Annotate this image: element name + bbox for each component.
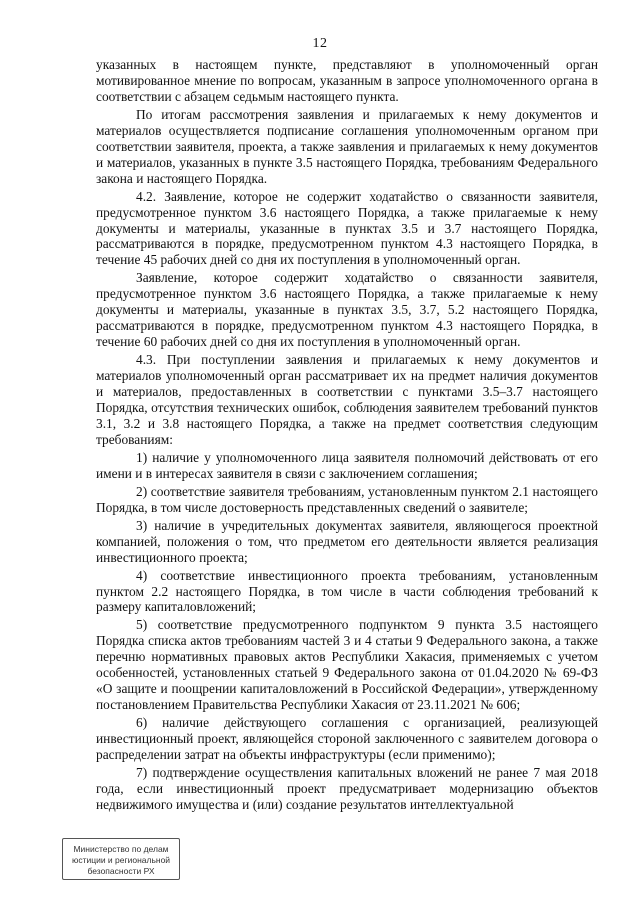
list-item-6: 6) наличие действующего соглашения с организацией, реализующей инвестиционный проект, являющейся стороной заключенного с заявителем договора о распределении затрат на объекты инфраструктуры (если применимо);: [96, 715, 598, 763]
page-number: 12: [312, 36, 328, 51]
paragraph-4-2: 4.2. Заявление, которое не содержит ходатайство о связанности заявителя, предусмотренное пунктом 3.6 настоящего Порядка, а также прилагаемые к нему документы и материалы, указанные в пунктах 3.5 и 3.7 настоящего Порядка, рассматриваются в порядке, предусмотренном пунктом 4.3 настоящего Порядка, в течение 45 рабочих дней со дня их поступления в уполномоченный орган.: [96, 188, 598, 268]
registration-stamp: [62, 838, 180, 880]
paragraph-4-2-related: Заявление, которое содержит ходатайство о связанности заявителя, предусмотренное пунктом 3.6 настоящего Порядка, а также прилагаемые к нему документы и материалы, указанные в пунктах 3.5, 3.7, 5.2 настоящего Порядка, рассматриваются в порядке, предусмотренном пунктом 4.3 настоящего Порядка, в течение 60 рабочих дней со дня их поступления в уполномоченный орган.: [96, 270, 598, 350]
paragraph-4-3: 4.3. При поступлении заявления и прилагаемых к нему документов и материалов уполномоченный орган рассматривает их на предмет наличия документов и материалов, предоставленных в соответствии с пунктами 3.5–3.7 настоящего Порядка, отсутствия технических ошибок, соблюдения заявителем требований пунктов 3.1, 3.2 и 3.8 настоящего Порядка, а также на предмет соответствия следующим требованиям:: [96, 352, 598, 447]
list-item-7: 7) подтверждение осуществления капитальных вложений не ранее 7 мая 2018 года, если инвестиционный проект предусматривает модернизацию объектов недвижимого имущества и (или) создание результатов интеллектуальной: [96, 764, 598, 812]
paragraph-continuation: указанных в настоящем пункте, представляют в уполномоченный орган мотивированное мнение по вопросам, указанным в запросе уполномоченного органа в соответствии с абзацем седьмым настоящего пункта.: [96, 57, 598, 104]
paragraph-signing: По итогам рассмотрения заявления и прилагаемых к нему документов и материалов осуществляется подписание соглашения уполномоченным органом при соответствии заявителя, проекта, а также заявления и прилагаемых к нему документов и материалов, указанных в пункте 3.5 настоящего Порядка, требованиям Федерального закона и настоящего Порядка.: [96, 106, 598, 186]
stamp-line-3: безопасности РХ: [87, 866, 155, 876]
list-item-2: 2) соответствие заявителя требованиям, установленным пунктом 2.1 настоящего Порядка, в том числе достоверность представленных сведений о заявителе;: [96, 483, 598, 515]
list-item-3: 3) наличие в учредительных документах заявителя, являющегося проектной компанией, положения о том, что предметом его деятельности является реализация инвестиционного проекта;: [96, 517, 598, 565]
list-item-4: 4) соответствие инвестиционного проекта требованиям, установленным пунктом 2.2 настоящего Порядка, в том числе в части соблюдения требований к размеру капиталовложений;: [96, 567, 598, 615]
list-item-5: 5) соответствие предусмотренного подпунктом 9 пункта 3.5 настоящего Порядка списка актов требованиям частей 3 и 4 статьи 9 Федерального закона, а также перечню нормативных правовых актов Республики Хакасия, применяемых с учетом особенностей, установленных статьей 9 Федерального закона от 01.04.2020 № 69-ФЗ «О защите и поощрении капиталовложений в Российской Федерации», утвержденному постановлением Правительства Республики Хакасия от 23.11.2021 № 606;: [96, 617, 598, 713]
stamp-line-2: юстиции и региональной: [71, 855, 171, 865]
document-body: [96, 57, 598, 815]
list-item-1: 1) наличие у уполномоченного лица заявителя полномочий действовать от его имени и в интересах заявителя в связи с заключением соглашения;: [96, 449, 598, 481]
stamp-line-1: Министерство по делам: [73, 844, 169, 854]
